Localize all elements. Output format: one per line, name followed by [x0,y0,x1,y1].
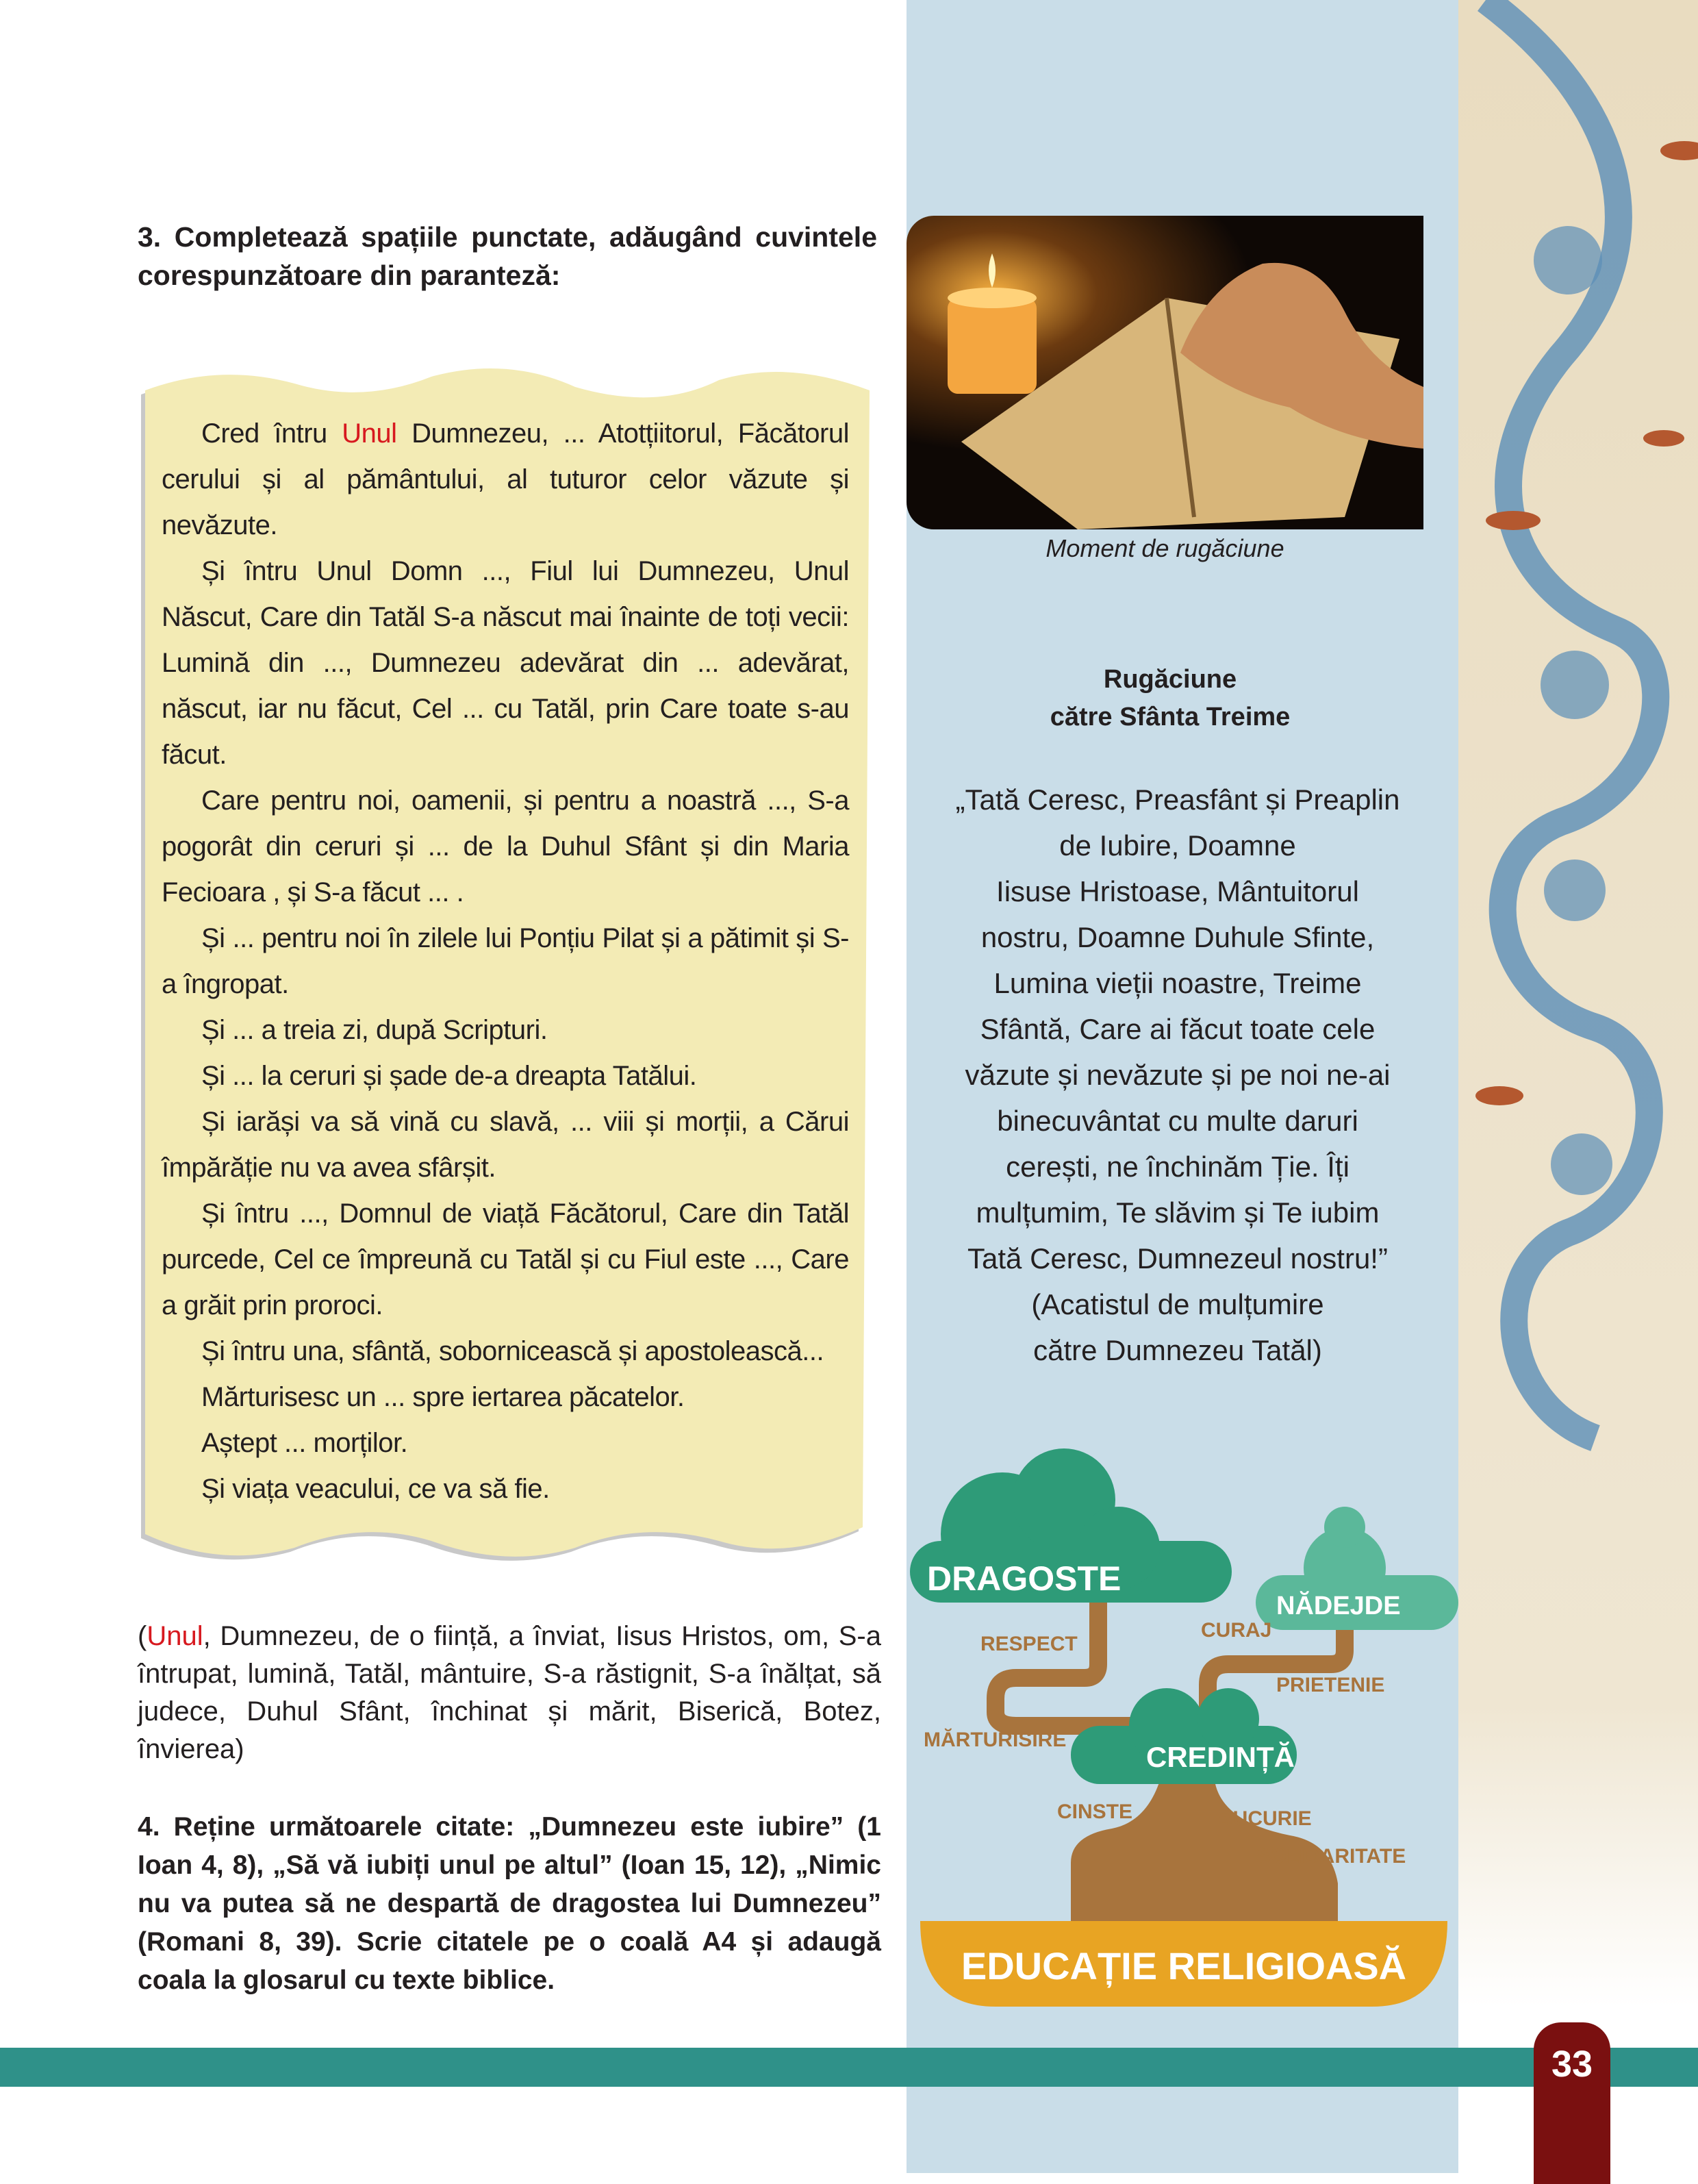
creed-paragraph: Și ... a treia zi, după Scripturi. [201,1015,548,1045]
cloud-label: CREDINȚĂ [1146,1741,1295,1773]
prayer-line: Sfântă, Care ai făcut toate cele [980,1013,1376,1045]
creed-paragraph: Care pentru noi, oamenii, și pentru a noastră ..., S-a pogorât din ceruri și ... de la Duhul Sfânt și din Maria Fecioara , și S-a făcut ... . [162,786,849,907]
creed-paragraph: Și iarăși va să vină cu slavă, ... viii și morții, a Cărui împărăție nu va avea sfârșit. [162,1107,849,1183]
value-label: CINSTE [1057,1800,1133,1823]
value-label: MĂRTURISIRE [924,1729,1067,1751]
prayer-line: „Tată Ceresc, Preasfânt și Preaplin [955,783,1400,816]
word-bank: (Unul, Dumnezeu, de o ființă, a înviat, Iisus Hristos, om, S-a întrupat, lumină, Tatăl, mântuire, S-a răstignit, S-a înălțat, să judece, Duhul Sfânt, închinat și mărit, Biserică, Botez, învierea) [138,1621,881,1764]
prayer-line: mulțumim, Te slăvim și Te iubim [976,1196,1380,1229]
prayer-title-line: către Sfânta Treime [1050,703,1291,731]
prayer-line: de Iubire, Doamne [1059,829,1296,862]
creed-paragraph: Și întru Unul Domn ..., Fiul lui Dumnezeu, Unul Născut, Care din Tatăl S-a născut mai înainte de toți vecii: Lumină din ..., Dumnezeu adevărat din ... adevărat, născut, iar nu făcut, Cel ... cu Tatăl, prin Care toate s-au făcut. [162,556,849,770]
creed-paragraph: Cred întru Unul Dumnezeu, ... Atotțiitorul, Făcătorul cerului și al pământului, al tuturor celor văzute și nevăzute. [162,418,850,540]
exercise-4-instruction: 4. Reține următoarele citate: „Dumnezeu este iubire” (1 Ioan 4, 8), „Să vă iubiți unul pe altul” (Ioan 15, 12), „Nimic nu va putea să ne despartă de dragostea lui Dumnezeu” (Romani 8, 39). Scrie citatele pe o coală A4 și adaugă coala la glosarul cu texte biblice. [138,1812,881,1995]
value-label: CURAJ [1201,1619,1272,1642]
tree-base-label: EDUCAȚIE RELIGIOASĂ [961,1944,1407,1987]
value-label: BUCURIE [1218,1807,1312,1830]
prayer-title [907,661,1434,736]
prayer-line: nostru, Doamne Duhule Sfinte, [980,921,1375,953]
prayer-line: Tată Ceresc, Dumnezeul nostru!” [967,1242,1388,1275]
cloud-label: NĂDEJDE [1276,1592,1401,1620]
creed-paragraph: Și ... la ceruri și șade de-a dreapta Tatălui. [201,1061,697,1091]
prayer-line: către Dumnezeu Tatăl) [1033,1334,1322,1366]
prayer-text [917,777,1438,1373]
prayer-line: Lumina vieții noastre, Treime [993,967,1362,999]
creed-paragraph: Și întru ..., Domnul de viață Făcătorul, Care din Tatăl purcede, Cel ce împreună cu Tatăl și cu Fiul este ..., Care a grăit prin proroci. [162,1198,849,1320]
prayer-line: cerești, ne închinăm Ție. Îți [1006,1151,1349,1183]
prayer-photo [907,216,1423,529]
value-label: RESPECT [980,1633,1078,1655]
photo-caption: Moment de rugăciune [1046,534,1284,562]
page-number: 33 [1534,2022,1610,2184]
creed-paragraph: Mărturisesc un ... spre iertarea păcatelor. [201,1382,685,1412]
ornament-border-image [1458,0,1698,2007]
prayer-line: (Acatistul de mulțumire [1031,1288,1324,1320]
value-label: SOLIDARITATE [1257,1845,1406,1868]
creed-paragraph: Și întru una, sfântă, sobornicească și apostolească... [201,1336,824,1366]
prayer-line: Iisuse Hristoase, Mântuitorul [996,875,1359,907]
creed-paragraph: Și ... pentru noi în zilele lui Ponțiu Pilat și a pătimit și S-a îngropat. [162,923,849,999]
footer-bar [0,2048,1698,2087]
creed-paragraph: Și viața veacului, ce va să fie. [201,1474,550,1504]
prayer-line: văzute și nevăzute și pe noi ne-ai [965,1059,1391,1091]
exercise-3-instruction: 3. Completează spațiile punctate, adăugând cuvintele corespunzătoare din paranteză: [138,221,877,291]
creed-text [162,411,849,1512]
prayer-line: binecuvântat cu multe daruri [997,1105,1358,1137]
value-label: PRIETENIE [1276,1674,1385,1696]
cloud-label: DRAGOSTE [927,1559,1122,1598]
values-tree-illustration [907,1438,1458,2007]
creed-paragraph: Aștept ... morților. [201,1428,408,1458]
prayer-title-line: Rugăciune [1103,665,1237,694]
